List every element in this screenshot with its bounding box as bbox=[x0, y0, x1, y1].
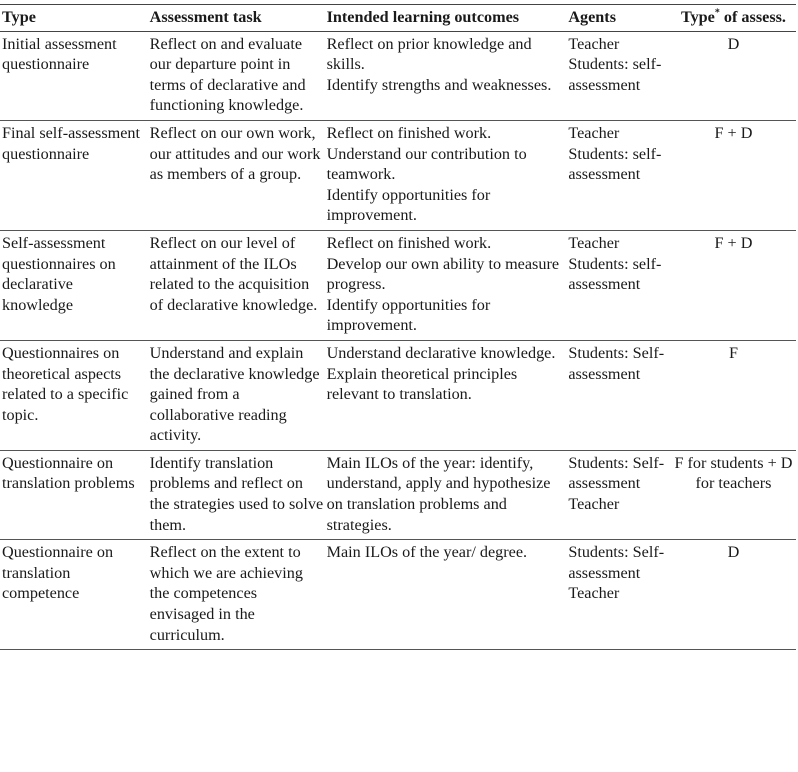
agent-line: Students: Self-assessment bbox=[568, 543, 665, 582]
agent-line: Students: self-assessment bbox=[568, 254, 662, 294]
learning-outcome-line: Understand declarative knowledge. bbox=[326, 343, 556, 362]
learning-outcome-line: Reflect on finished work. bbox=[326, 123, 492, 142]
cell-type: Questionnaire on translation problems bbox=[2, 453, 135, 493]
cell-learning-outcomes bbox=[325, 120, 567, 230]
cell-assessment-task: Identify translation problems and reflect on the strategies used to solve them. bbox=[149, 453, 324, 534]
cell-agents bbox=[566, 540, 669, 650]
cell-type: Final self-assessment questionnaire bbox=[2, 123, 141, 163]
cell-learning-outcomes bbox=[325, 540, 567, 650]
header-learning-outcomes: Intended learning outcomes bbox=[326, 8, 520, 26]
cell-type-of-assessment: F bbox=[728, 343, 738, 362]
cell-type-of-assessment: D bbox=[727, 34, 740, 53]
cell-agents bbox=[566, 450, 669, 539]
cell-learning-outcomes bbox=[325, 31, 567, 120]
cell-assessment-task: Reflect on our level of attainment of the ILOs related to the acquisition of declarative knowledge. bbox=[149, 233, 318, 314]
agent-line: Students: Self-assessment bbox=[568, 343, 665, 383]
agent-line: Teacher bbox=[568, 495, 620, 514]
learning-outcome-line: Identify opportunities for improvement. bbox=[326, 185, 491, 225]
cell-type-of-assessment: D bbox=[727, 543, 740, 562]
table-body bbox=[0, 31, 796, 650]
learning-outcome-line: Explain theoretical principles relevant to translation. bbox=[326, 364, 518, 404]
cell-type: Initial assessment questionnaire bbox=[2, 34, 117, 74]
header-agents: Agents bbox=[568, 8, 616, 26]
agent-line: Students: self-assessment bbox=[568, 144, 662, 184]
cell-learning-outcomes bbox=[325, 340, 567, 450]
table-row bbox=[0, 340, 796, 450]
cell-agents bbox=[566, 31, 669, 120]
learning-outcome-line: Reflect on finished work. bbox=[326, 233, 492, 252]
learning-outcome-line: Understand our contribution to teamwork. bbox=[326, 144, 527, 184]
cell-type-of-assessment: F for students + D for teachers bbox=[674, 453, 793, 493]
cell-type-of-assessment: F + D bbox=[714, 123, 753, 142]
header-type-of-assessment-suffix: of assess. bbox=[719, 8, 786, 26]
header-assessment-task: Assessment task bbox=[149, 8, 262, 26]
cell-assessment-task: Reflect on and evaluate our departure point in terms of declarative and functioning knowledge. bbox=[149, 34, 306, 115]
table-row bbox=[0, 450, 796, 539]
learning-outcome-line: Develop our own ability to measure progress. bbox=[326, 254, 560, 294]
header-row bbox=[0, 5, 796, 32]
agent-line: Students: Self-assessment bbox=[568, 453, 665, 493]
cell-agents bbox=[566, 230, 669, 340]
cell-assessment-task: Reflect on our own work, our attitudes and our work as members of a group. bbox=[149, 123, 321, 184]
header-type-of-assessment bbox=[669, 5, 796, 32]
table-row bbox=[0, 230, 796, 340]
header-type-of-assessment-label: Type bbox=[680, 8, 715, 26]
cell-assessment-task: Understand and explain the declarative knowledge gained from a collaborative reading activity. bbox=[149, 343, 320, 445]
learning-outcome-line: Reflect on prior knowledge and skills. bbox=[326, 34, 532, 74]
cell-agents bbox=[566, 340, 669, 450]
table-row bbox=[0, 31, 796, 120]
agent-line: Teacher bbox=[568, 233, 620, 252]
table-row bbox=[0, 540, 796, 650]
table-row bbox=[0, 120, 796, 230]
agent-line: Teacher bbox=[568, 123, 620, 142]
footnote-marker: * bbox=[714, 7, 720, 19]
learning-outcome-line: Main ILOs of the year/ degree. bbox=[326, 543, 528, 562]
agent-line: Teacher bbox=[568, 34, 620, 53]
header-type: Type bbox=[2, 8, 36, 26]
cell-assessment-task: Reflect on the extent to which we are achieving the competences envisaged in the curriculum. bbox=[149, 543, 303, 644]
learning-outcome-line: Main ILOs of the year: identify, understand, apply and hypothesize on translation problems and strategies. bbox=[326, 453, 551, 534]
cell-type: Self-assessment questionnaires on declarative knowledge bbox=[2, 233, 116, 314]
cell-type: Questionnaire on translation competence bbox=[2, 543, 114, 603]
cell-agents bbox=[566, 120, 669, 230]
cell-type: Questionnaires on theoretical aspects related to a specific topic. bbox=[2, 343, 129, 424]
cell-type-of-assessment: F + D bbox=[714, 233, 753, 252]
agent-line: Students: self-assessment bbox=[568, 55, 662, 94]
learning-outcome-line: Identify opportunities for improvement. bbox=[326, 295, 491, 335]
agent-line: Teacher bbox=[568, 584, 620, 603]
cell-learning-outcomes bbox=[325, 450, 567, 539]
assessment-table bbox=[0, 4, 796, 650]
cell-learning-outcomes bbox=[325, 230, 567, 340]
learning-outcome-line: Identify strengths and weaknesses. bbox=[326, 75, 552, 94]
